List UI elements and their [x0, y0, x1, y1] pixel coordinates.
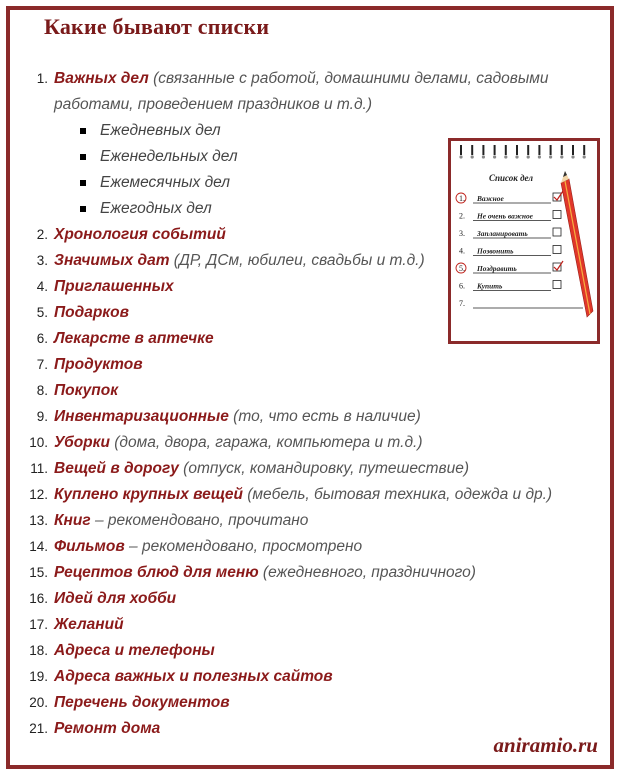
- item-title: Книг: [54, 512, 91, 529]
- item-number: 21.: [29, 721, 48, 736]
- item-number: 7.: [36, 357, 48, 372]
- item-note: – рекомендовано, прочитано: [90, 512, 309, 529]
- item-title: Адреса важных и полезных сайтов: [54, 668, 333, 685]
- notebook-row: [459, 281, 561, 291]
- list-item: [24, 456, 594, 482]
- list-item: [24, 664, 594, 690]
- notebook-drawing: [451, 141, 597, 341]
- list-item: [24, 352, 594, 378]
- notebook-row-number: 7.: [459, 299, 465, 308]
- notebook-row-text: Запланировать: [477, 229, 528, 238]
- item-title: Желаний: [54, 616, 124, 633]
- list-item: [24, 430, 594, 456]
- item-note: – рекомендовано, просмотрено: [124, 538, 363, 555]
- notebook-rows: [456, 191, 583, 308]
- item-number: 4.: [36, 279, 48, 294]
- item-note: (ДР, ДСм, юбилеи, свадьбы и т.д.): [169, 252, 425, 269]
- notebook-row: [459, 211, 561, 221]
- notebook-row-number: 4.: [459, 246, 465, 256]
- item-number: 3.: [36, 253, 48, 268]
- spiral-hole: [493, 155, 496, 158]
- item-title: Приглашенных: [54, 278, 174, 295]
- square-bullet-icon: [80, 206, 86, 212]
- item-title: Инвентаризационные: [54, 408, 229, 425]
- item-title: Фильмов: [54, 538, 125, 555]
- notebook-title: Список дел: [489, 173, 533, 183]
- spiral-hole: [471, 155, 474, 158]
- item-number: 9.: [36, 409, 48, 424]
- item-note: (мебель, бытовая техника, одежда и др.): [242, 486, 553, 503]
- spiral-rings: [459, 145, 585, 159]
- item-note: (связанные с работой, домашними делами, садовыми работами, проведением праздников и т.д.): [54, 70, 549, 113]
- item-number: 11.: [30, 461, 48, 476]
- spiral-hole: [571, 155, 574, 158]
- item-title: Вещей в дорогу: [54, 460, 179, 477]
- spiral-hole: [538, 155, 541, 158]
- item-number: 19.: [29, 669, 48, 684]
- todo-notebook-illustration: [448, 138, 600, 344]
- list-item: [24, 560, 594, 586]
- notebook-row-number: 6.: [459, 281, 465, 291]
- item-title: Продуктов: [54, 356, 143, 373]
- spiral-hole: [515, 155, 518, 158]
- spiral-hole: [527, 155, 530, 158]
- spiral-hole: [583, 155, 586, 158]
- item-title: Перечень документов: [54, 694, 230, 711]
- square-bullet-icon: [80, 128, 86, 134]
- sub-item-text: Еженедельных дел: [100, 148, 238, 165]
- notebook-row: [459, 299, 583, 308]
- list-item: [24, 586, 594, 612]
- checkbox-icon: [553, 211, 561, 219]
- item-number: 15.: [29, 565, 48, 580]
- notebook-row-text: Поздравить: [477, 264, 517, 273]
- list-item: [24, 482, 594, 508]
- list-item: [24, 534, 594, 560]
- item-number: 8.: [36, 383, 48, 398]
- checkbox-icon: [553, 281, 561, 289]
- list-item: [24, 66, 614, 118]
- spiral-hole: [482, 155, 485, 158]
- item-title: Ремонт дома: [54, 720, 161, 737]
- item-title: Значимых дат: [54, 252, 170, 269]
- item-note: (отпуск, командировку, путешествие): [178, 460, 469, 477]
- item-number: 1.: [36, 71, 48, 86]
- notebook-row-number: 1.: [459, 194, 465, 203]
- item-number: 13.: [29, 513, 48, 528]
- item-title: Уборки: [54, 434, 110, 451]
- notebook-row-text: Купить: [477, 281, 503, 291]
- pencil-icon: [561, 171, 593, 317]
- notebook-row: [459, 228, 561, 238]
- square-bullet-icon: [80, 154, 86, 160]
- spiral-hole: [560, 155, 563, 158]
- item-title: Покупок: [54, 382, 119, 399]
- notebook-row: [459, 246, 561, 256]
- site-watermark: aniramio.ru: [493, 733, 598, 757]
- item-title: Куплено крупных вещей: [54, 486, 243, 503]
- notebook-row-text: Позвонить: [477, 246, 514, 256]
- page-title: Какие бывают списки: [44, 14, 270, 39]
- notebook-row-number: 5.: [459, 264, 465, 273]
- sub-item-text: Ежегодных дел: [100, 200, 212, 217]
- item-number: 5.: [36, 305, 48, 320]
- item-title: Хронология событий: [54, 226, 226, 243]
- notebook-row: [456, 191, 563, 203]
- item-note: (дома, двора, гаража, компьютера и т.д.): [109, 434, 423, 451]
- sub-item-text: Ежемесячных дел: [100, 174, 230, 191]
- checkbox-icon: [553, 228, 561, 236]
- item-title: Подарков: [54, 304, 129, 321]
- notebook-row-number: 2.: [459, 211, 465, 221]
- notebook-row-number: 3.: [459, 229, 465, 238]
- spiral-hole: [549, 155, 552, 158]
- item-number: 17.: [29, 617, 48, 632]
- list-item: [24, 404, 594, 430]
- item-title: Адреса и телефоны: [54, 642, 215, 659]
- list-item: [24, 638, 594, 664]
- item-number: 18.: [29, 643, 48, 658]
- item-number: 12.: [29, 487, 48, 502]
- item-number: 20.: [29, 695, 48, 710]
- item-note: (то, что есть в наличие): [228, 408, 421, 425]
- item-title: Важных дел: [54, 70, 149, 87]
- list-item: [24, 508, 594, 534]
- item-number: 2.: [36, 227, 48, 242]
- spiral-hole: [459, 155, 462, 158]
- list-item: [24, 690, 594, 716]
- item-note: (ежедневного, праздничного): [258, 564, 476, 581]
- item-title: Лекарсте в аптечке: [54, 330, 214, 347]
- item-title: Идей для хобби: [54, 590, 177, 607]
- checkbox-icon: [553, 246, 561, 254]
- square-bullet-icon: [80, 180, 86, 186]
- notebook-row-text: Не очень важное: [477, 211, 533, 221]
- notebook-row: [456, 261, 563, 273]
- list-item: [24, 612, 594, 638]
- item-number: 10.: [29, 435, 48, 450]
- notebook-row-text: Важное: [477, 194, 504, 203]
- item-number: 6.: [36, 331, 48, 346]
- item-title: Рецептов блюд для меню: [54, 564, 259, 581]
- item-number: 14.: [29, 539, 48, 554]
- item-number: 16.: [29, 591, 48, 606]
- sub-item-text: Ежедневных дел: [100, 122, 221, 139]
- spiral-hole: [504, 155, 507, 158]
- list-item: [24, 378, 594, 404]
